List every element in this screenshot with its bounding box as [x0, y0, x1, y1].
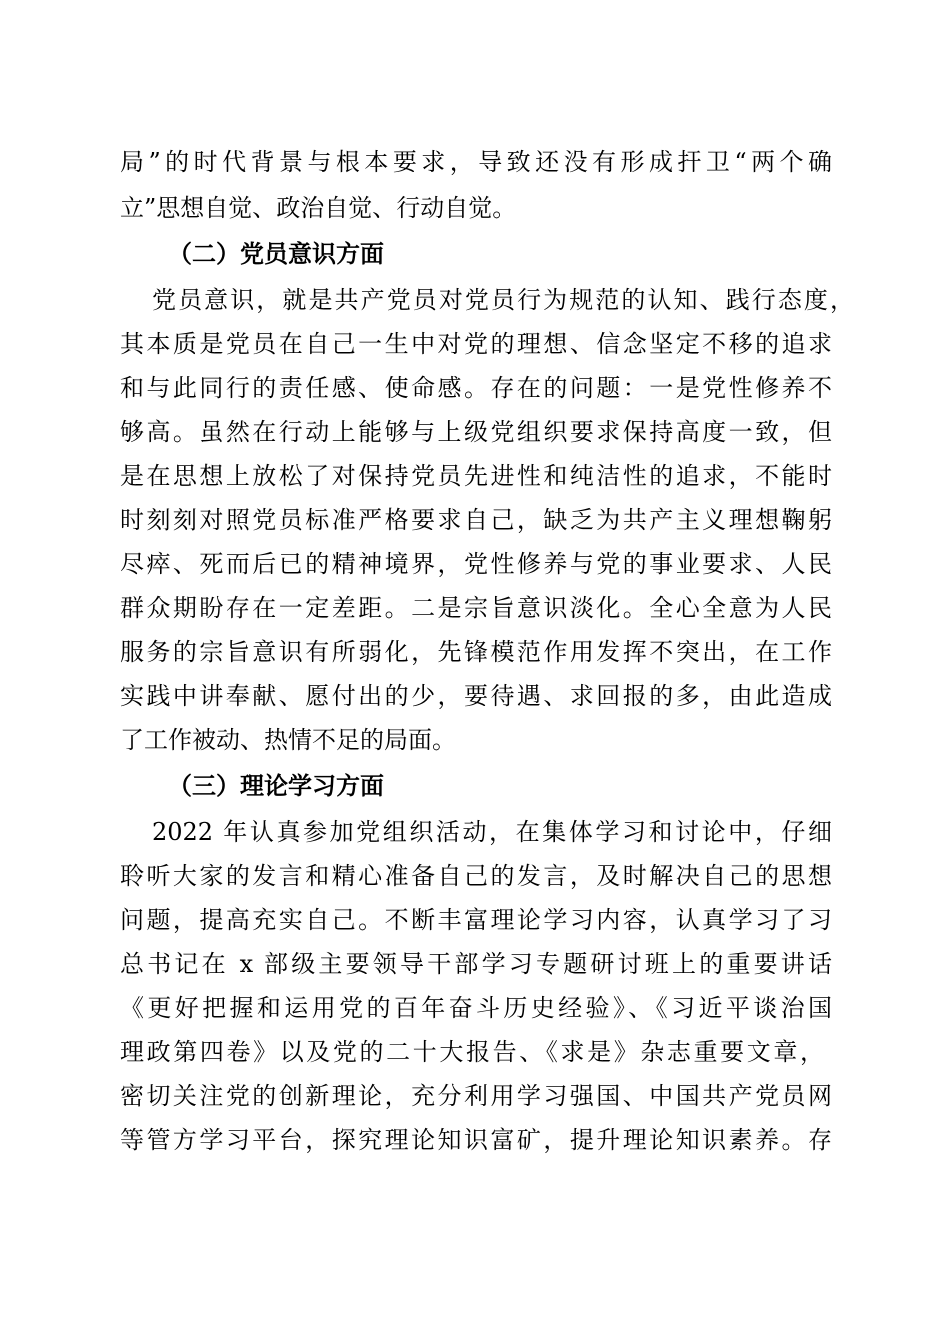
body-text-line: 实践中讲奉献、愿付出的少，要待遇、求回报的多，由此造成 [120, 682, 832, 710]
body-text-line: 是在思想上放松了对保持党员先进性和纯洁性的追求，不能时 [120, 462, 832, 490]
body-text-line: 理政第四卷》以及党的二十大报告、《求是》杂志重要文章， [120, 1038, 824, 1066]
body-text-line: 密切关注党的创新理论，充分利用学习强国、中国共产党员网 [120, 1082, 832, 1110]
body-text-line: 服务的宗旨意识有所弱化，先锋模范作用发挥不突出，在工作 [120, 638, 832, 666]
body-text-line: 其本质是党员在自己一生中对党的理想、信念坚定不移的追求 [120, 330, 832, 358]
body-text-line: 局”的时代背景与根本要求，导致还没有形成扞卫“两个确 [120, 148, 832, 176]
section-heading: （三）理论学习方面 [168, 771, 384, 800]
body-text-line: 立”思想自觉、政治自觉、行动自觉。 [120, 194, 517, 222]
body-text-line: 等管方学习平台，探究理论知识富矿，提升理论知识素养。存 [120, 1126, 832, 1154]
body-text-line: 和与此同行的责任感、使命感。存在的问题：一是党性修养不 [120, 374, 832, 402]
body-text-line: 尽瘁、死而后已的精神境界，党性修养与党的事业要求、人民 [120, 550, 832, 578]
body-text-line: 够高。虽然在行动上能够与上级党组织要求保持高度一致，但 [120, 418, 832, 446]
paragraph-first-line: 2022 年认真参加党组织活动，在集体学习和讨论中，仔细 [152, 818, 832, 846]
body-text-line: 群众期盼存在一定差距。二是宗旨意识淡化。全心全意为人民 [120, 594, 832, 622]
section-heading: （二）党员意识方面 [168, 239, 384, 268]
paragraph-first-line: 党员意识，就是共产党员对党员行为规范的认知、践行态度， [152, 286, 854, 314]
body-text-line: 《更好把握和运用党的百年奋斗历史经验》、《习近平谈治国 [120, 994, 832, 1022]
body-text-line: 总书记在 x 部级主要领导干部学习专题研讨班上的重要讲话 [120, 950, 832, 978]
body-text-line: 时刻刻对照党员标准严格要求自己，缺乏为共产主义理想鞠躬 [120, 506, 832, 534]
body-text-line: 聆听大家的发言和精心准备自己的发言，及时解决自己的思想 [120, 862, 832, 890]
body-text-line: 了工作被动、热情不足的局面。 [120, 726, 456, 754]
body-text-line: 问题，提高充实自己。不断丰富理论学习内容，认真学习了习 [120, 906, 832, 934]
